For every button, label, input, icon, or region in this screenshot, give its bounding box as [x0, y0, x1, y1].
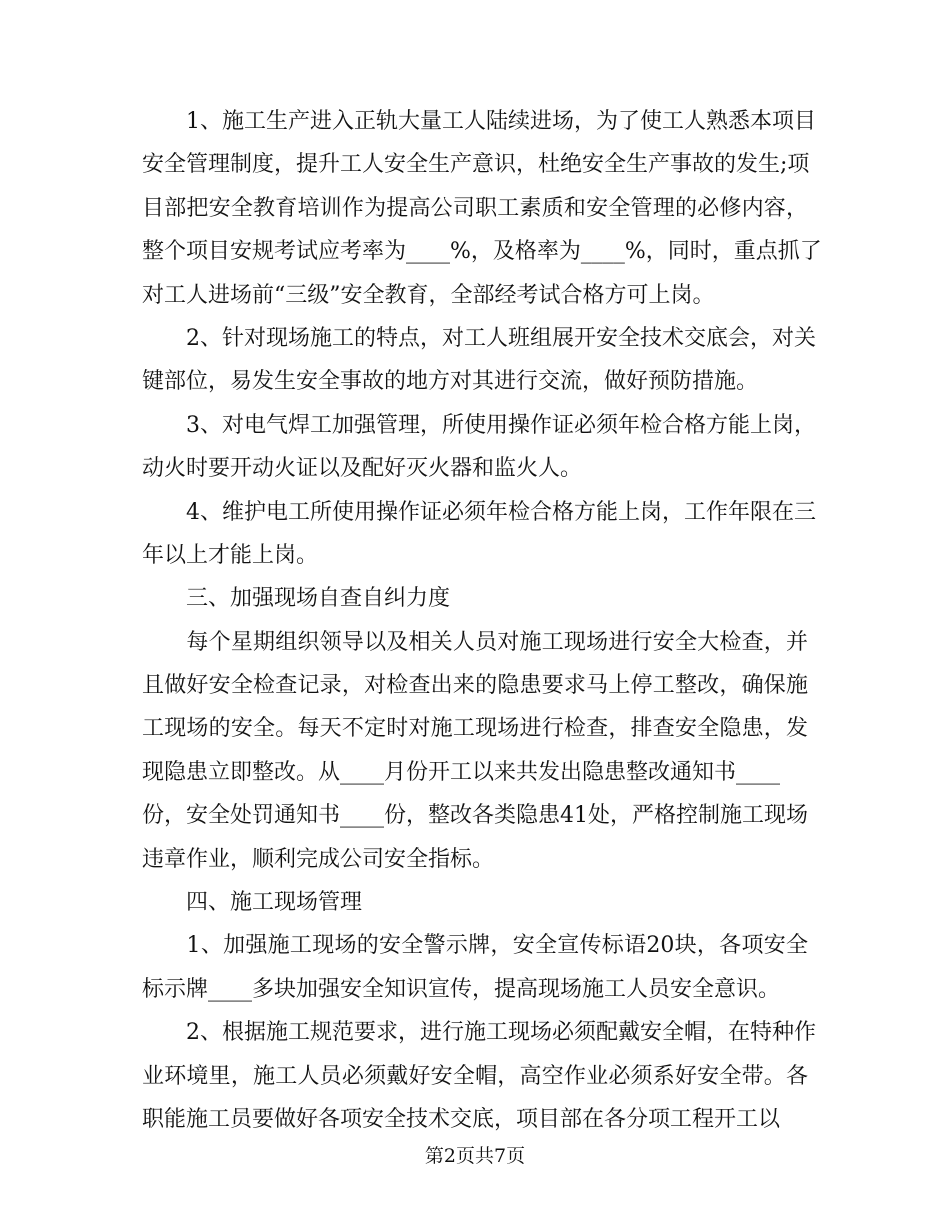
text-line: 1、施工生产进入正轨大量工人陆续进场，为了使工人熟悉本项目	[142, 109, 816, 134]
text-line: 每个星期组织领导以及相关人员对施工现场进行安全大检查，并	[142, 629, 808, 655]
document-body	[142, 100, 822, 1141]
text-line: 工现场的安全。每天不定时对施工现场进行检查，排查安全隐患，发	[142, 716, 808, 742]
text-line: 对工人进场前“三级”安全教育，全部经考试合格方可上岗。	[142, 282, 715, 308]
text-line: 键部位，易发生安全事故的地方对其进行交流，做好预防措施。	[142, 369, 759, 395]
text-line: 份，安全处罚通知书____份，整改各类隐患41处，严格控制施工现场	[142, 803, 808, 829]
text-line: 年以上才能上岗。	[142, 542, 319, 568]
text-line: 4、维护电工所使用操作证必须年检合格方能上岗，工作年限在三	[142, 499, 816, 525]
text-line: 职能施工员要做好各项安全技术交底，项目部在各分项工程开工以	[142, 1106, 781, 1132]
text-line: 2、针对现场施工的特点，对工人班组展开安全技术交底会，对关	[142, 325, 816, 351]
text-line: 且做好安全检查记录，对检查出来的隐患要求马上停工整改，确保施	[142, 673, 808, 699]
page-number: 第2页共7页	[424, 1145, 526, 1167]
text-line: 三、加强现场自查自纠力度	[142, 586, 451, 612]
text-line: 安全管理制度，提升工人安全生产意识，杜绝安全生产事故的发生;项	[142, 152, 810, 178]
text-line: 四、施工现场管理	[142, 890, 363, 916]
text-line: 违章作业，顺利完成公司安全指标。	[142, 846, 495, 872]
text-line: 1、加强施工现场的安全警示牌，安全宣传标语20块，各项安全	[142, 933, 808, 959]
text-line: 2、根据施工规范要求，进行施工现场必须配戴安全帽，在特种作	[142, 1020, 816, 1046]
text-line: 动火时要开动火证以及配好灭火器和监火人。	[142, 456, 583, 482]
text-line: 整个项目安规考试应考率为____%，及格率为____%，同时，重点抓了	[142, 239, 822, 265]
text-line: 3、对电气焊工加强管理，所使用操作证必须年检合格方能上岗，	[142, 412, 816, 438]
text-line: 业环境里，施工人员必须戴好安全帽，高空作业必须系好安全带。各	[142, 1063, 808, 1089]
text-line: 现隐患立即整改。从____月份开工以来共发出隐患整改通知书____	[142, 759, 781, 785]
text-line: 标示牌____多块加强安全知识宣传，提高现场施工人员安全意识。	[142, 976, 781, 1002]
text-line: 目部把安全教育培训作为提高公司职工素质和安全管理的必修内容，	[142, 195, 808, 221]
